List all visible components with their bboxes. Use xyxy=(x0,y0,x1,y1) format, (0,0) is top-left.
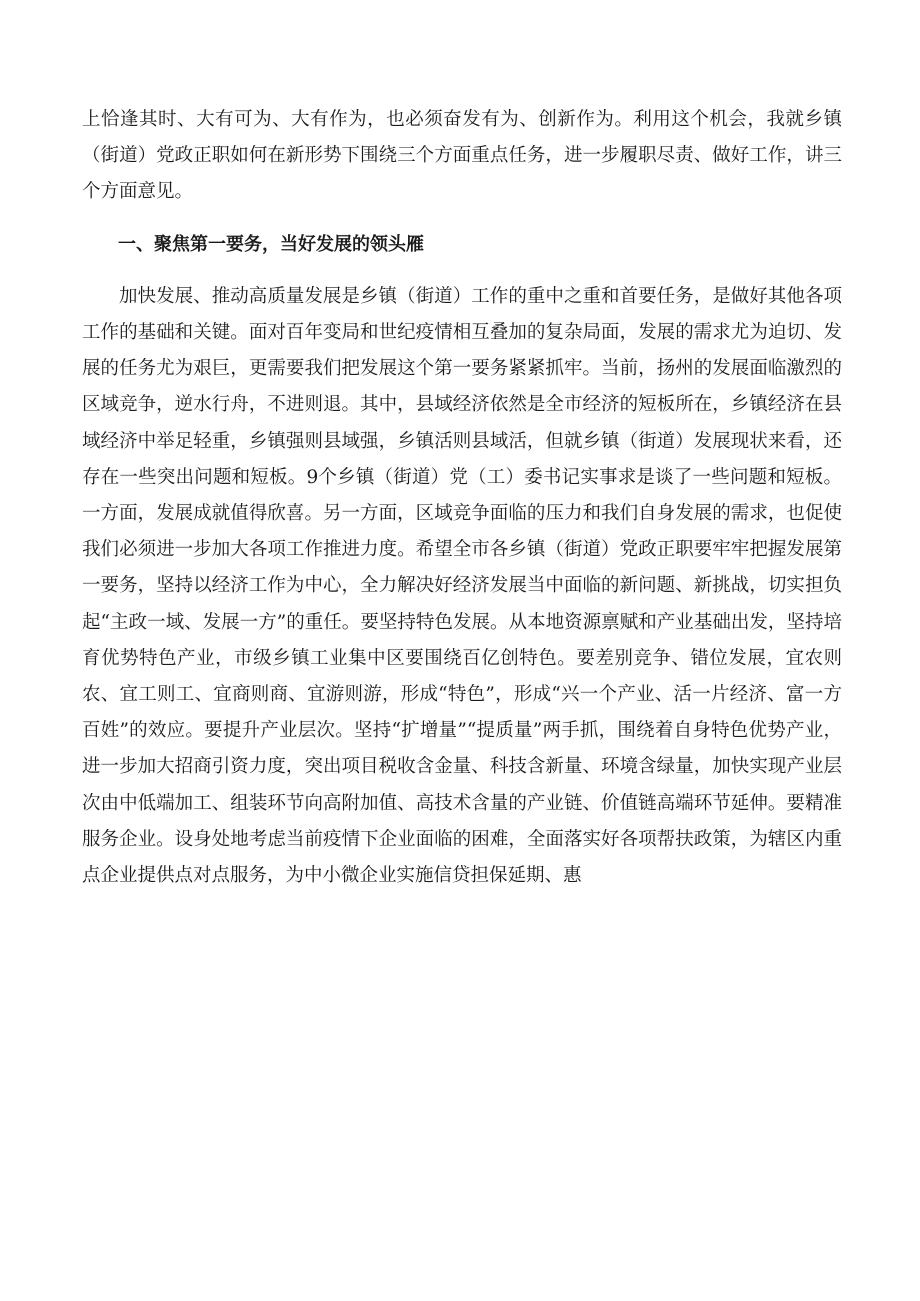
body-paragraph: 加快发展、推动高质量发展是乡镇（街道）工作的重中之重和首要任务，是做好其他各项工作的基础和关键。面对百年变局和世纪疫情相互叠加的复杂局面，发展的需求尤为迫切、发展的任务尤为艰巨，更需要我们把发展这个第一要务紧紧抓牢。当前，扬州的发展面临激烈的区域竞争，逆水行舟，不进则退。其中，县域经济依然是全市经济的短板所在，乡镇经济在县域经济中举足轻重，乡镇强则县域强，乡镇活则县域活，但就乡镇（街道）发展现状来看，还存在一些突出问题和短板。9个乡镇（街道）党（工）委书记实事求是谈了一些问题和短板。一方面，发展成就值得欣喜。另一方面，区域竞争面临的压力和我们自身发展的需求，也促使我们必须进一步加大各项工作推进力度。希望全市各乡镇（街道）党政正职要牢牢把握发展第一要务，坚持以经济工作为中心，全力解决好经济发展当中面临的新问题、新挑战，切实担负起“主政一域、发展一方”的重任。要坚持特色发展。从本地资源禀赋和产业基础出发，坚持培育优势特色产业，市级乡镇工业集中区要围绕百亿创特色。要差别竞争、错位发展，宜农则农、宜工则工、宜商则商、宜游则游，形成“特色”，形成“兴一个产业、活一片经济、富一方百姓”的效应。要提升产业层次。坚持“扩增量”“提质量”两手抓，围绕着自身特色优势产业，进一步加大招商引资力度，突出项目税收含金量、科技含新量、环境含绿量，加快实现产业层次由中低端加工、组装环节向高附加值、高技术含量的产业链、价值链高端环节延伸。要精准服务企业。设身处地考虑当前疫情下企业面临的困难，全面落实好各项帮扶政策，为辖区内重点企业提供点对点服务，为中小微企业实施信贷担保延期、惠 xyxy=(82,285,842,887)
paragraph-spacer xyxy=(82,211,842,227)
paragraph-spacer xyxy=(82,263,842,279)
section-heading: 一、聚焦第一要务，当好发展的领头雁 xyxy=(118,233,424,255)
paragraph-continuation: 上恰逢其时、大有可为、大有作为，也必须奋发有为、创新作为。利用这个机会，我就乡镇（街道）党政正职如何在新形势下围绕三个方面重点任务，进一步履职尽责、做好工作，讲三个方面意见。 xyxy=(82,109,842,203)
document-body xyxy=(82,102,842,894)
